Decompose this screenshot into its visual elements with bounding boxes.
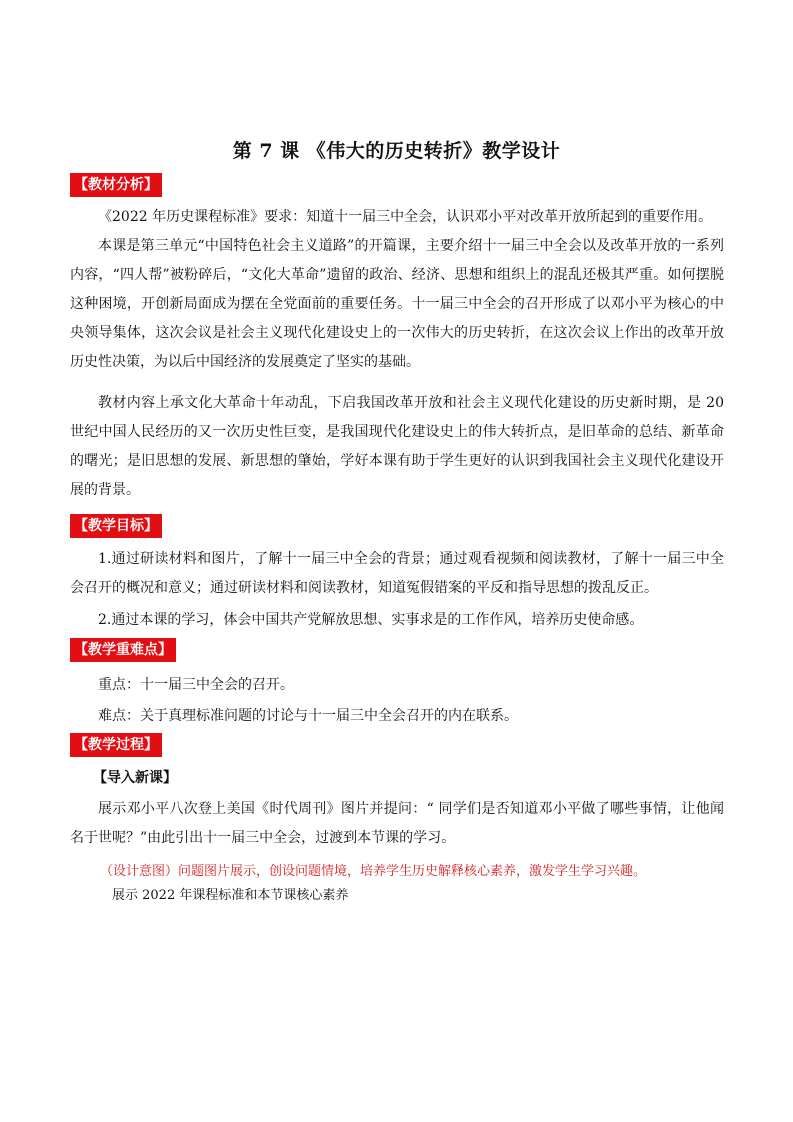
analysis-paragraph-2: 本课是第三单元“中国特色社会主义道路”的开篇课，主要介绍十一届三中全会以及改革开放的一系列内容，“四人帮”被粉碎后，“文化大革命”遗留的政治、经济、思想和组织上的混乱还极其严重。如何摆脱这种困境，开创新局面成为摆在全党面前的重要任务。十一届三中全会的召开形成了以邓小平为核心的中央领导集体，这次会议是社会主义现代化建设史上的一次伟大的历史转折，在这次会议上作出的改革开放历史性决策，为以后中国经济的发展奠定了坚实的基础。 — [70, 238, 724, 370]
design-intent-note: （设计意图）问题图片展示，创设问题情境，培养学生历史解释核心素养，激发学生学习兴趣。 — [100, 864, 647, 879]
section-heading-analysis: 【教材分析】 — [70, 173, 162, 197]
show-standards-line: 展示 2022 年课程标准和本节课核心素养 — [112, 888, 349, 903]
analysis-paragraph-3: 教材内容上承文化大革命十年动乱，下启我国改革开放和社会主义现代化建设的历史新时期，是 20 世纪中国人民经历的又一次历史性巨变，是我国现代化建设史上的伟大转折点，是旧革命的总结、新革命的曙光；是旧思想的发展、新思想的肇始，学好本课有助于学生更好的认识到我国社会主义现代化建设开展的背景。 — [70, 395, 724, 498]
page-title: 第 7 课 《伟大的历史转折》教学设计 — [232, 140, 561, 162]
section-heading-key-points: 【教学重难点】 — [70, 638, 176, 662]
process-intro-paragraph: 展示邓小平八次登上美国《时代周刊》图片并提问：“ 同学们是否知道邓小平做了哪些事情，让他闻名于世呢？”由此引出十一届三中全会，过渡到本节课的学习。 — [70, 801, 724, 846]
analysis-paragraph-1: 《2022 年历史课程标准》要求：知道十一届三中全会，认识邓小平对改革开放所起到的重要作用。 — [98, 209, 713, 225]
difficult-point-text: 难点：关于真理标准问题的讨论与十一届三中全会召开的内在联系。 — [98, 708, 518, 724]
goals-paragraph-2: 2.通过本课的学习，体会中国共产党解放思想、实事求是的工作作风，培养历史使命感。 — [98, 612, 644, 628]
section-heading-process: 【教学过程】 — [70, 733, 162, 757]
section-heading-goals: 【教学目标】 — [70, 514, 162, 538]
process-subheading: 【导入新课】 — [93, 770, 177, 786]
key-point-text: 重点：十一届三中全会的召开。 — [98, 677, 294, 693]
goals-paragraph-1: 1.通过研读材料和图片，了解十一届三中全会的背景；通过观看视频和阅读教材，了解十一届三中全会召开的概况和意义；通过研读材料和阅读教材，知道冤假错案的平反和指导思想的拨乱反正。 — [70, 551, 724, 596]
